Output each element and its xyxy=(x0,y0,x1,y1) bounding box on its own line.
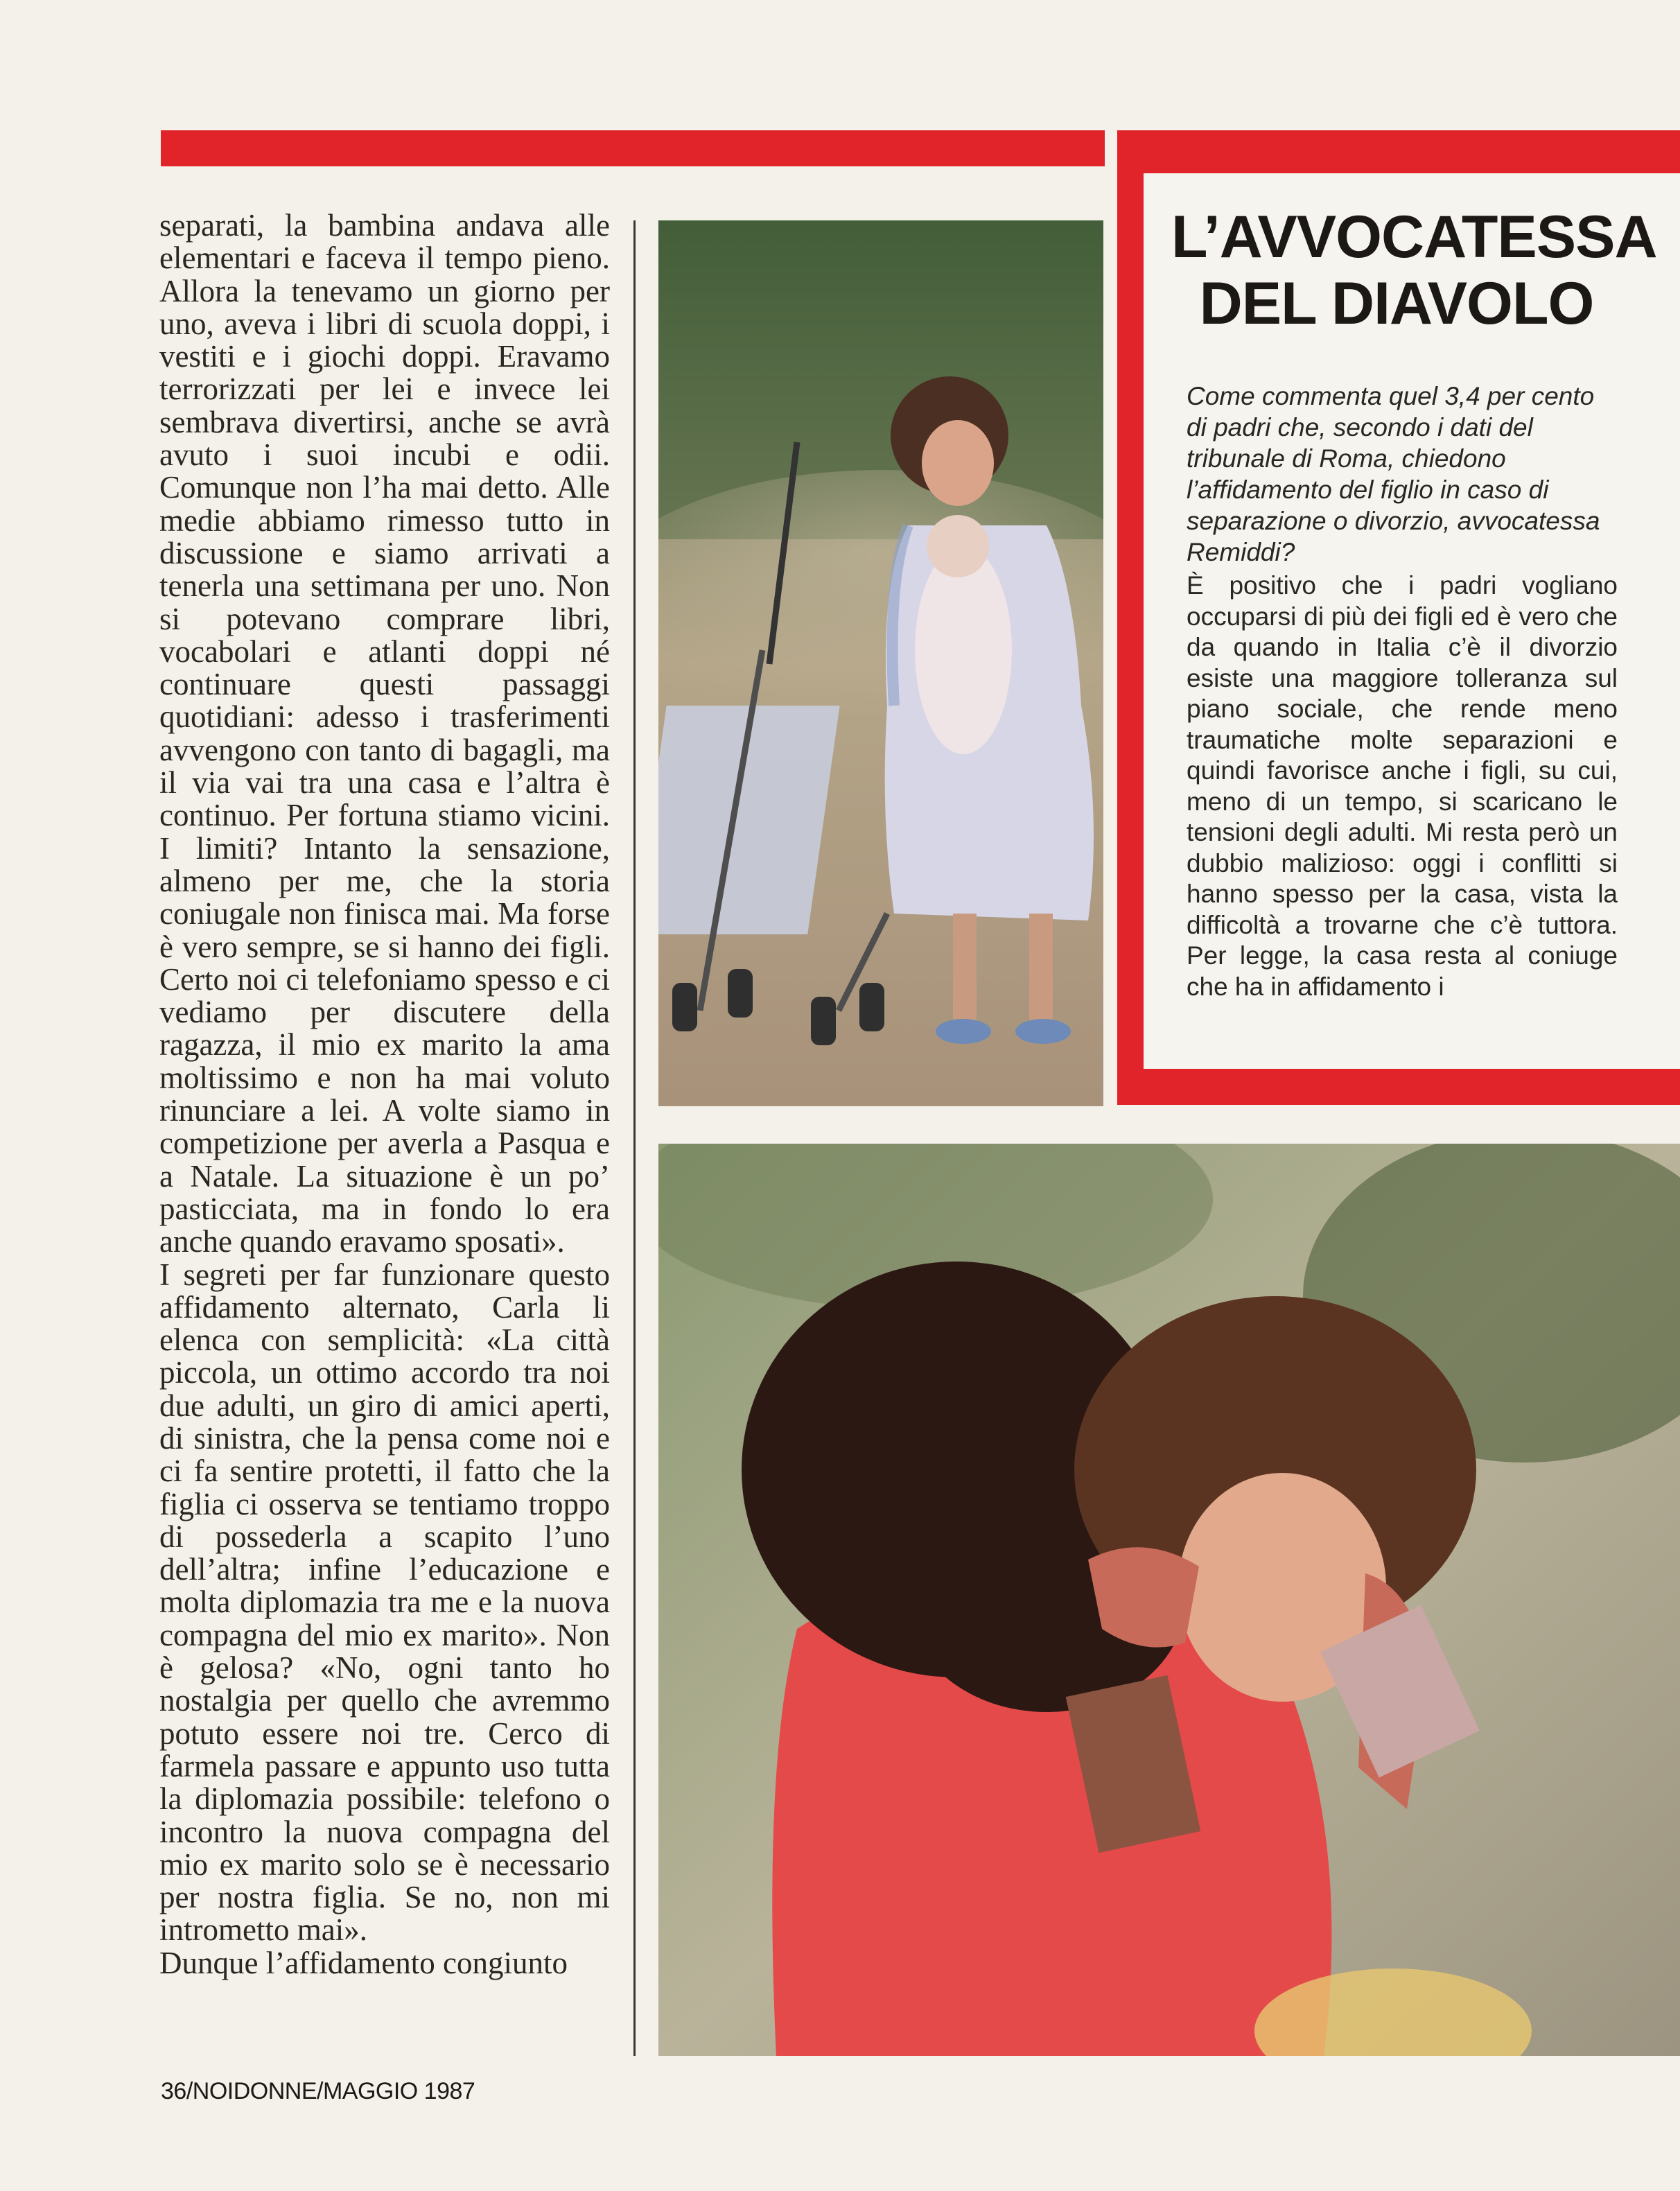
interview-answer: È positivo che i padri vogliano occuparsi di più dei figli ed è vero che da quando in Italia c’è il divorzio esiste una maggiore tolleranza sul piano sociale, che rende meno traumatiche molte separazioni e quindi favorisce anche i figli, su cui, meno di un tempo, si scaricano le tensioni degli adulti. Mi resta però un dubbio malizioso: oggi i conflitti si hanno spesso per la casa, vista la difficoltà a trovarne che c’è tuttora. Per legge, la casa resta al coniuge che ha in affidamento i xyxy=(1187,571,1618,1001)
body-paragraph: I segreti per far funzionare questo affidamento alternato, Carla li elenca con semplicità: «La città piccola, un ottimo accordo tra noi due adulti, un giro di amici aperti, di sinistra, che la pensa come noi e ci fa sentire protetti, il fatto che la figlia ci osserva se tentiamo troppo di possederla a scapito l’uno dell’altra; infine l’educazione e molta diplomazia tra me e la nuova compagna del mio ex marito». Non è gelosa? «No, ogni tanto ho nostalgia per quello che avremmo potuto essere noi tre. Cerco di farmela passare e appunto uso tutta la diplomazia possibile: telefono o incontro la nuova compagna del mio ex marito solo se è necessario per nostra figlia. Se no, non mi intrometto mai». xyxy=(159,1257,610,1948)
photo-child-embracing-woman xyxy=(658,1144,1680,2056)
page-footer xyxy=(161,2078,475,2105)
photo-girl-with-stroller xyxy=(658,220,1103,1106)
red-header-bar xyxy=(161,130,1105,166)
column-divider xyxy=(633,220,636,2056)
article-body-column xyxy=(159,209,610,1980)
interview-question: Come commenta quel 3,4 per cento di padri che, secondo i dati del tribunale di Roma, chiedono l’affidamento del figlio in caso di separazione o divorzio, avvocatessa Remiddi? xyxy=(1187,382,1600,566)
sidebar-title-line: DEL DIAVOLO xyxy=(1199,270,1594,337)
body-paragraph: separati, la bambina andava alle elementari e faceva il tempo pieno. Allora la tenevamo un giorno per uno, aveva i libri di scuola doppi, i vestiti e i giochi doppi. Eravamo terrorizzati per lei e invece lei sembrava divertirsi, anche se avrà avuto i suoi incubi e odii. Comunque non l’ha mai detto. Alle medie abbiamo rimesso tutto in discussione e siamo arrivati a tenerla una settimana per uno. Non si potevano comprare libri, vocabolari e atlanti doppi né continuare questi passaggi quotidiani: adesso i trasferimenti avvengono con tanto di bagagli, ma il via vai tra una casa e l’altra è continuo. Per fortuna stiamo vicini. I limiti? Intanto la sensazione, almeno per me, che la storia coniugale non finisca mai. Ma forse è vero sempre, se si hanno dei figli. Certo noi ci telefoniamo spesso e ci vediamo per discutere della ragazza, il mio ex marito la ama moltissimo e non ha mai voluto rinunciare a lei. A volte siamo in competizione per averla a Pasqua e a Natale. La situazione è un po’ pasticciata, ma in fondo lo era anche quando eravamo sposati». xyxy=(159,208,610,1259)
body-paragraph: Dunque l’affidamento congiunto xyxy=(159,1945,568,1980)
sidebar-title-line: L’AVVOCATESSA xyxy=(1171,204,1657,270)
sidebar-title xyxy=(1171,204,1657,337)
page-reference: 36/NOIDONNE/MAGGIO 1987 xyxy=(161,2078,475,2104)
